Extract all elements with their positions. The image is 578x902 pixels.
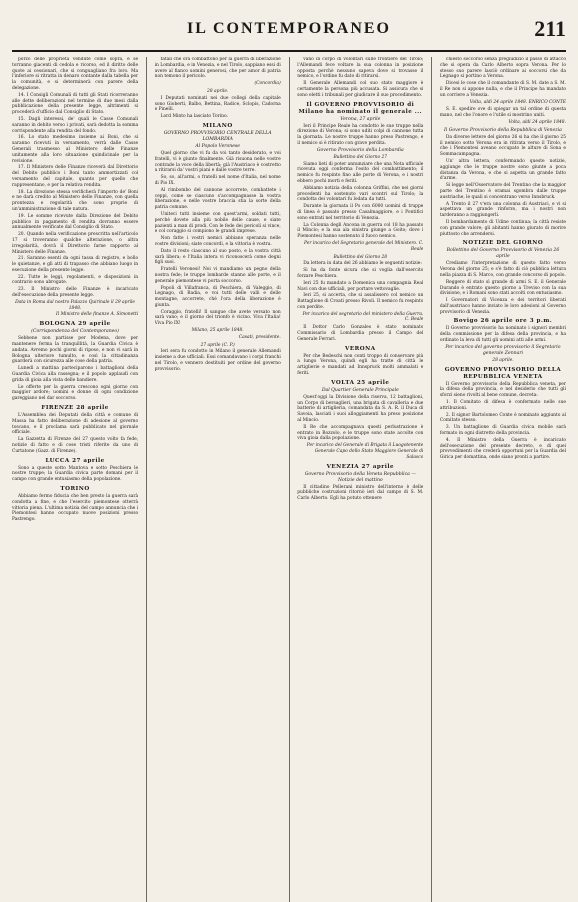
article-paragraph: 22. Tutte le leggi, regolamenti, e disposizioni in contrario sono abrogate. bbox=[12, 274, 139, 286]
article-paragraph: Un' altra lettera, confermando queste notizie, aggiunge che le truppe nostre sono giunte a poca distanza da Verona, e che si aspetta un grande fatto d'arme. bbox=[439, 158, 566, 182]
article-paragraph: Non fatte i vostri nemici abbiano speranza nelle vostre divisioni; siate concordi, e la vittoria è vostra. bbox=[154, 236, 281, 247]
section-heading: GOVERNO PROVVISORIO DELLA REPUBBLICA VENETA bbox=[444, 366, 562, 380]
column-1 bbox=[12, 57, 138, 902]
section-heading: FIRENZE 28 aprile bbox=[41, 405, 109, 412]
article-paragraph: Il Governo provvisorio ha nominato i signori membri della commissione per la difesa della provincia, e ha ordinato la leva di tutti gli uomini atti alle armi. bbox=[439, 326, 566, 344]
column-divider bbox=[146, 57, 147, 902]
article-paragraph: La Colonna degli Ancona in guerra col 18 ha passato il Mincio; e la sua ala sinistra giunge a Goito; dove i Piemontesi hanno sostenuto il fuoco nemico. bbox=[297, 222, 424, 240]
article-paragraph: chiesto soccorso senza pregiudizio il passo di attacco che si opera da Carlo Alberto sopra Verona. Per lo stesso suo parere lasciò ordinare ai soccorsi che da Legnago si portino a Verona. bbox=[439, 57, 566, 80]
article-paragraph: Reggere di stato sì grande di armi S. E. il Generale Durando è entrato questo giorno a Treviso con la sua divisione, e i Romani sono stati accolti con entusiasmo. bbox=[439, 279, 566, 297]
article-paragraph: 14. I Consigli Comunali di tutti gli Stati ricorreranno alle dette deliberazioni nel termine di due mesi dalla pubblicazione della presente legge, altrimenti si procederà d'ufficio dal Consiglio di Stato. bbox=[12, 92, 139, 116]
section-heading: Il GOVERNO PROVVISORIO di Milano ha nominato il generale ... bbox=[298, 101, 423, 115]
article-paragraph: 1. Il Comitato di difesa è confermato nelle sue attribuzioni. bbox=[439, 400, 566, 411]
article-paragraph: Siamo lieti di poter annunziare che una Nota ufficiale ricevuta oggi conferma l'esito del combattimento; il nemico fu respinto fino alle porte di Verona, e i nostri ebbero pochi morti e feriti. bbox=[297, 161, 424, 184]
article-paragraph: Quest'oggi la Divisione della riserva, 12 battaglioni, un Corpo di bersaglieri, una brigata di cavalleria e due batterie di artiglieria, comandata da S. A. R. il Duca di Savoia, lasciati i suoi alloggiamenti ha preso posizione al Mincio. bbox=[297, 394, 424, 424]
masthead bbox=[12, 8, 566, 52]
article-paragraph: Sono a queste sotto Mantova e sotto Peschiera le nostre truppe; la Guardia civica parte domani per il campo con grande entusiasmo della popolazione. bbox=[12, 465, 139, 483]
article-paragraph: So, so, all'armi, o fratelli nel nome d'Italia, nel nome di Pio IX. bbox=[154, 175, 281, 186]
article-paragraph: Il Dottor Carlo Gonzales è stato nominato Commissario di Lombardia presso il Campo del Generale Ferrari. bbox=[297, 325, 424, 342]
article-paragraph: 19. Le somme ricevute dalla Direzione del Debito pubblico in pagamento di rendita dovranno essere annualmente verificate dal Consiglio di Stato. bbox=[12, 213, 139, 231]
article-paragraph: 3. Un battaglione di Guardia civica mobile sarà formato in ogni distretto della provincia. bbox=[439, 425, 566, 437]
article-paragraph: Quel giorno che vi fu da voi tanto desiderato, e voi fratelli, vi è giunto finalmente. Già risuona nelle vostre contrade la voce della libertà; già l'Austriaco è costretto a ritirarsi da' vostri piani e dalle vostre terre. bbox=[154, 150, 281, 174]
article-paragraph: fatali che ora combattono per la guerra di liberazione in Lombardia, e in Venezia, e nel Tirolo, sappiano essi di avere al fianco uomini generosi, che per amor di patria non temono il pericolo. bbox=[154, 57, 281, 80]
dateline: 28 aprile. bbox=[207, 88, 229, 94]
dateline: 27 aprile (C. P.) bbox=[200, 342, 235, 348]
article-paragraph: Il Governo provvisorio della Repubblica veneta, per la difesa della provincia, e nel desiderio che tutti gli sforzi sieno rivolti al bene comune, decreta: bbox=[439, 381, 566, 399]
article-paragraph: Le offerte per la guerra crescono ogni giorno con maggior ardore; uomini e donne di ogni condizione gareggiano nel dar soccorso. bbox=[12, 384, 139, 402]
article-paragraph: Popoli di Villafranca, di Peschiera, di Valeggio, di Legnago, di Badia, e voi tutti delle valli e delle montagne, accorrete, chè l'ora della liberazione è giunta. bbox=[154, 285, 281, 308]
article-paragraph: Da diverse lettere del giorno 26 si ha che il giorno 25 il nemico sotto Verona era in ritirata verso il Tirolo, e che i Piemontesi aveano occupato le alture di Sona e Sommacampagna. bbox=[439, 134, 566, 158]
article-paragraph: vano in corpo di volontari sulle frontiere del Tirolo; l'Allemandi fece voltare la sua colonna in posizione opposta perchè nessuno sapeva dove si trovasse il nemico, e l'ordine fu dato di ritirarsi. bbox=[297, 57, 424, 80]
article-paragraph: Ieri il Principe Reale ha condotto le sue truppe nella direzione di Verona; si sono uditi colpi di cannone tutta la giornata. Le nostre truppe hanno preso Pastrengo, e il nemico si è ritirato con grave perdita. bbox=[297, 123, 424, 146]
signature-line: Per incarico del Segretario generale del Ministero. C. Beale bbox=[304, 240, 424, 252]
article-paragraph: 16. Lo stato medesimo insieme ai Boni, che si saranno ricevuti in versamento, verrà dalle Casse Generali trasmesso al Ministero delle Finanze unitamente alla loro situazione quindicinale per la revisione. bbox=[12, 135, 139, 164]
article-paragraph: Si legge nell'Osservatore del Trentino che la maggior parte del Trentino è oramai sgombra dalle truppe austriache, le quali si concentrano verso Innsbruck. bbox=[439, 183, 566, 200]
article-paragraph: Ieri 25 fu mandato a Domenica una compagnia Real Navi con due ufficiali, per portare vettovaglie. bbox=[297, 280, 424, 292]
signature-line: Per incarico del segretario del ministero della Guerra. C. Beale bbox=[302, 311, 424, 323]
dateline: 28 aprile. bbox=[492, 357, 514, 363]
section-subheading: Governo Provvisorio della Veneta Repubblica — Notizie del mattino bbox=[304, 471, 416, 483]
article-paragraph: Crediamo l'interpretazione di questo fatto verso Verona del giorno 25; e s'è fatto di ciò pubblica lettura nella piazza di S. Marco, con grande concorso di popolo. bbox=[439, 261, 566, 278]
section-heading: BOLOGNA 29 aprile bbox=[39, 321, 111, 328]
article-paragraph: Al rimbombo del cannone accorrete, combattete i ceppi, come se ciascuno s'accompagnasse la vostra liberazione, e nelle vostre braccia stia la sorte della patria comune. bbox=[154, 187, 281, 211]
section-heading: VOLTA 25 aprile bbox=[331, 379, 390, 386]
newspaper-title: IL CONTEMPORANEO bbox=[186, 20, 391, 37]
section-heading: LUCCA 27 aprile bbox=[45, 457, 105, 464]
article-paragraph: Coraggio, fratelli! Il sangue che avete versato non sarà vano; e il giorno del trionfo è vicino. Viva l'Italia! Viva Pio IX! bbox=[154, 309, 281, 327]
article-paragraph: Ieri 25, si accerta, che si assalissero col nemico un Battaglione di Croati presso Rivoli. Il nemico fu respinto con perdite. bbox=[297, 293, 424, 310]
article-paragraph: 21. Saranno esenti da ogni tassa di registro, e bollo le quietanze, e gli atti di trapasso che abbiano luogo in esecuzione della presente legge. bbox=[12, 256, 139, 273]
section-subheading: Verona, 27 aprile bbox=[340, 116, 381, 122]
article-paragraph: Ieri sera fu condotto in Milano il generale Allemandi insieme a due ufficiali. Essi comandavano i corpi franchi nel Tirolo, e vennero destituiti per ordine del governo provvisorio. bbox=[154, 349, 281, 372]
article-paragraph: Lord Minto ha lasciato Torino. bbox=[160, 114, 228, 120]
article-paragraph: 15. Dagli interessi, de' quali le Casse Comunali saranno in debito verso i privati, sarà dedotta la somma corrispondente alla rendita del fondo. bbox=[12, 116, 139, 134]
section-heading: MILANO bbox=[202, 122, 233, 129]
section-heading: TORINO bbox=[60, 486, 90, 492]
signature-line: Il Ministro delle finanze A. Simonetti bbox=[56, 312, 139, 318]
article-paragraph: 17. Il Ministero delle Finanze riceverà dal Direttorio del Debito pubblico i Boni tanto ammortizzati col versamento del capitale, quanto per quello che rappresentano, e per la relativa rendita. bbox=[12, 165, 139, 188]
section-subheading: Dal Quartier Generale Principale bbox=[321, 387, 399, 393]
article-paragraph: Per che Bedeschi non conti troppo di conservare più a lungo Verona, quindi egli ha tratte di città le artiglierie e mandati ad Innspruck molti ammalati e feriti. bbox=[297, 353, 424, 377]
article-paragraph: 4. Il Ministro della Guerra è incaricato dell'esecuzione del presente decreto, e di quei provvedimenti che crederà opportuni per la Guardia del Girica per domattina, onde siano pronti a partire. bbox=[439, 437, 566, 461]
article-paragraph: Il bombardamento di Udine continua; la città resiste con grande valore; gli abitanti hanno giurato di morire piuttosto che arrendersi. bbox=[439, 219, 566, 237]
section-subheading: (Corrispondenza del Contemporaneo) bbox=[31, 329, 119, 335]
article-paragraph: Lunedì a mattina parteciparono i battaglioni della Guardia Civica alla rassegna; e il popolo applaudì con grida di gioia alla vista delle bandiere. bbox=[12, 366, 139, 383]
article-columns bbox=[12, 57, 566, 902]
column-3 bbox=[297, 57, 423, 902]
article-paragraph: Il Re che accompagnava questi perlustrazione è entrato in Bozzolo, e le truppe sono state accolte con viva gioia dalla popolazione. bbox=[297, 424, 424, 442]
column-4 bbox=[440, 57, 566, 902]
section-heading: NOTIZIE DEL GIORNO bbox=[462, 240, 544, 247]
signature-line: Volta, aldi 24 aprile 1848. bbox=[508, 119, 566, 125]
article-paragraph: Abbiamo fermo fiducia che ben presto la guerra sarà condotta a fine, e che l'esercito piemontese otterrà vittoria piena. L'ultima notizia del campo annuncia che i Piemontesi hanno occupato nuove posizioni presso Pastrengo. bbox=[12, 494, 139, 523]
dateline: Data in Roma dal nostro Palazzo Quirinale il 29 aprile 1848. bbox=[15, 299, 135, 311]
column-divider bbox=[289, 57, 290, 902]
article-paragraph: A Trento il 27 v'era una colonna di Austriaci, e vi si aspettava un grande rinforzo, ma i nostri non tarderanno a raggiungerli. bbox=[439, 201, 566, 219]
section-heading: VERONA bbox=[345, 345, 376, 352]
article-paragraph: Da lettera in data del 26 abbiamo le seguenti notizie: bbox=[303, 261, 422, 267]
dateline: Bullettino del Giorno 28 bbox=[333, 254, 388, 260]
article-paragraph: L'Assemblea dei Deputati della città e comune di Massa ha fatto deliberazione di adesione al governo toscano, e il proclama sarà pubblicato nel giornale officiale. bbox=[12, 413, 139, 436]
article-paragraph: Il cittadino Pellerani ministro dell'interno è delle pubbliche costruzioni ritornò ieri dal campo di S. M. Carlo Alberto. Egli ha potuto ottenere bbox=[297, 484, 424, 502]
article-paragraph: 23. Il Ministro delle Finanze è incaricato dell'esecuzione della presente legge. bbox=[12, 287, 139, 299]
article-paragraph: Durante la giornata il Po con 6000 uomini di truppe di linea è passato presso Casalmaggiore, e i Pontifici sono entrati nel territorio di Venezia. bbox=[297, 204, 424, 221]
signature-line: (Concordia) bbox=[254, 81, 281, 87]
section-heading: VENEZIA 27 aprile bbox=[326, 463, 395, 470]
section-subheading: Governo Provvisorio della Lombardia bbox=[316, 147, 404, 153]
column-divider bbox=[431, 57, 432, 902]
section-subheading: Al Popolo Veronese bbox=[195, 143, 241, 149]
article-paragraph: Il Generale Allemandi col suo stato maggiore è certamente la persona più accusata. Si assicura che si sono eletti i tribunali per giudicare il suo procedimento. bbox=[297, 81, 424, 98]
article-paragraph: Dicesi le cose che il comandante di S. M. date a S. M. il Re non si appone nulla, e che il Principe ha mandato un corriere a Venezia. bbox=[439, 81, 566, 98]
article-paragraph: Uniteci tutti insieme con quest'armi, soldati tutti, perchè dovete alla più nobile delle cause, e siate pazienti a man di prodi. Con le fede dei pericoli si vince, e col coraggio si compiono le grandi imprese. bbox=[154, 211, 281, 235]
section-subheading: Il Governo Provvisorio della Repubblica di Venezia bbox=[444, 127, 562, 133]
article-paragraph: Sebbene non partisse per Modena, dove per mantenere ferma la tranquillità, la Guardia Civica è andata. Avremo pochi giorni di riposo, e non vi sarà in Bologna ulteriore tumulto, e così la cittadinanza guarderà con sicurezza alle cose della patria. bbox=[12, 336, 139, 365]
article-paragraph: 20. Quando nella verificazione prescritta nell'articolo 17 si troveranno qualche alterazione, o altra irregolarità, dovrà il Direttorio farne rapporto al Ministero delle Finanze. bbox=[12, 232, 139, 255]
article-paragraph: Dato il resto ciascuno al suo posto, e la vostra città sarà libera; e l'Italia intera vi riconoscerà come degni figli suoi. bbox=[154, 248, 281, 266]
article-paragraph: La Gazzetta di Firenze del 27 questo volto fa fede, notizie di fatto e di cose tristi riferite da uno di Curtatone (Gazz. di Firenze). bbox=[12, 437, 139, 454]
section-heading: Bovigo 26 aprile ore 3 p.m. bbox=[453, 318, 553, 325]
section-subheading: GOVERNO PROVVISORIO CENTRALE DELLA LOMBARDIA bbox=[163, 130, 272, 142]
page-number: 211 bbox=[534, 16, 566, 41]
column-2 bbox=[155, 57, 281, 902]
article-paragraph: Abbiamo notizia della colonna Griffini, che nei giorni precedenti ha sostenuto vari scontri sul Tirolo; la condotta dei volontari fu lodata da tutti. bbox=[297, 185, 424, 203]
article-paragraph: Fratelli Veronesi! Noi vi mandiamo un pegno della nostra fede; le truppe lombarde stanno alle porte, e il generale piemontese vi porta soccorso. bbox=[154, 267, 281, 284]
article-paragraph: 2. Il signor Bartolomeo Conte è nominato aggiunto al Comitato stesso. bbox=[439, 412, 566, 424]
article-paragraph: Si ha da fonte sicura che si voglia dall'esercito forzare Peschiera. bbox=[297, 268, 424, 279]
signature-line: Per incarico del Generale di Brigata il Luogotenente Generale Capo dello Stato Maggiore Generale di Salasco bbox=[306, 443, 424, 460]
signature-line: Volta, aldi 24 aprile 1848. ENRICO CONTE bbox=[469, 99, 566, 105]
section-subheading: Bollettino del Governo Provvisorio di Venezia 26 aprile bbox=[446, 248, 560, 260]
dateline: Milano, 25 aprile 1848. bbox=[191, 328, 244, 334]
dateline: Bullettino del Giorno 27 bbox=[333, 154, 388, 160]
article-paragraph: I Deputati nominati nei due collegi della capitale sono Gioberti, Balbo, Bettina, Radice, Sclopis, Cadorna e Pinelli. bbox=[154, 95, 281, 113]
article-paragraph: 18. La direzione stessa verificherà l'importo de' Boni e ne darà credito al Ministero delle Finanze, con quella prontezza e regolarità che sono proprie di un'amministrazione di tale natura. bbox=[12, 189, 139, 212]
signature-line: Casati, presidente. bbox=[238, 334, 281, 340]
section-subheading: Per incarico del governo provvisorio il Segretario generale Zennari bbox=[445, 344, 561, 356]
article-paragraph: porzo delle proprietà vendute come sopra, e se torranno giacenti di cedola e ricorso, ed il diritto delle quote ai cessionari, che si conguagliano fra loro. Ma l'inferiore si ritratta in denaro contante dalla tabella per la comunità, e si determinerà con parere della delegazione. bbox=[12, 57, 139, 91]
article-paragraph: S. E. spedire ove di spiegar un tal ordine di questa mano, nel che l'onore e l'utile si mostrino uniti. bbox=[439, 107, 566, 119]
article-paragraph: I Governatori di Vicenza e dei territori liberati dall'austriaco hanno inviato le loro adesioni al Governo provvisorio di Venezia. bbox=[439, 298, 566, 315]
